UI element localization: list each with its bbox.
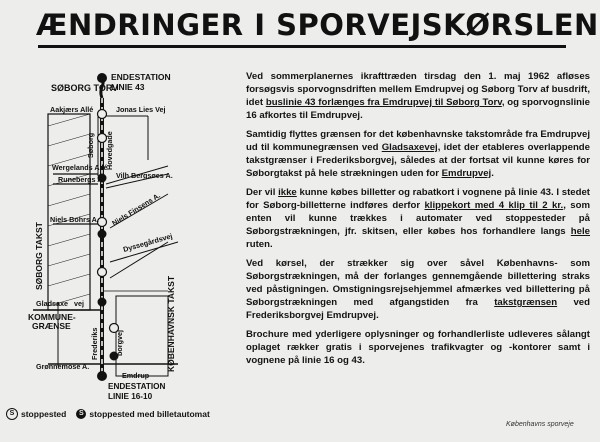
- top-endstation-line2: LINIE 43: [111, 82, 145, 92]
- svg-text:KØBENHAVNSK TAKST: [166, 275, 176, 372]
- street-jonas-lies: Jonas Lies Vej: [116, 105, 166, 114]
- route-map: [28, 66, 238, 406]
- map-legend: [6, 408, 210, 420]
- svg-text:LINIE 16-10: [108, 392, 153, 401]
- paragraph-1-segment-1: Ved sommerplanernes ikrafttræden tirsdag den 1. maj 1962 afløses forsøgsvis sporvognsdriften mellem Emdrupvej og Søborg Torv af busdrift, idet: [246, 71, 590, 108]
- paragraph-4-segment-3: ved Frederiksborgvej Emdrupvej.: [246, 297, 590, 321]
- svg-text:ENDESTATION: [108, 382, 166, 391]
- top-terminus-label: SØBORG TORV: [51, 83, 119, 93]
- paragraph-2-segment-5: .: [491, 168, 494, 179]
- svg-text:Niels Bohrs A.: [50, 215, 99, 224]
- svg-text:Jonas Lies Vej: [116, 105, 166, 114]
- svg-text:LINIE 43: [111, 82, 145, 92]
- street-aakjaers: Aakjærs Allé: [50, 105, 94, 114]
- notice-paragraph-1: [246, 70, 590, 122]
- notice-body: [246, 70, 590, 373]
- street-frederiks: Frederiks: [90, 327, 99, 360]
- kobenhavnsk-takst-label: KØBENHAVNSK TAKST: [166, 275, 176, 372]
- paragraph-3-segment-3: kunne købes billetter og rabatkort i vognene på linie 43. I stedet for Søborg-billetterne indføres derfor: [246, 187, 590, 211]
- svg-text:Runebergs A.: [58, 175, 104, 184]
- headline-rule: [38, 45, 566, 48]
- notice-paragraph-4: [246, 257, 590, 322]
- stop-icon: S: [6, 408, 18, 420]
- svg-text:Aakjærs Allé: [50, 105, 93, 114]
- takst-zone-soborg: [48, 114, 90, 310]
- paragraph-4-segment-2: takstgrænsen: [494, 297, 558, 308]
- soborg-takst-label: SØBORG TAKST: [34, 222, 44, 290]
- paragraph-3-segment-7: ruten.: [246, 239, 273, 250]
- street-dysseg: Dyssegårdsvej: [122, 231, 174, 254]
- street-vilh-bergsoes: Vilh Bergsøes A.: [116, 171, 173, 180]
- svg-text:ENDESTATION: [111, 72, 171, 82]
- street-hovedgade: Hovedgade: [105, 131, 114, 170]
- street-emdrup: Emdrup: [122, 371, 150, 380]
- street-niels-bohrs: Niels Bohrs A.: [50, 215, 99, 224]
- legend-stop-automat: [76, 408, 209, 420]
- paragraph-4-segment-1: Ved kørsel, der strækker sig over såvel Københavns- som Søborgstrækningen, må der forlanges gennemgående billettering straks ved påstigningen. Omstigningsrejsehjemmel afmærkes ved billettering på Søborgstrækningen med afgangstiden fra: [246, 258, 590, 308]
- street-soborg: Søborg: [86, 132, 95, 158]
- street-runebergs: Runebergs A.: [58, 175, 105, 184]
- notice-paragraph-5: [246, 328, 590, 367]
- svg-text:Søborg: [86, 133, 95, 158]
- paragraph-2-segment-2: Gladsaxevej: [381, 142, 438, 153]
- legend-stop-automat-label: stoppested med billetautomat: [89, 409, 210, 419]
- paragraph-1-segment-2: buslinie 43 forlænges fra Emdrupvej til Søborg Torv: [265, 97, 502, 108]
- notice-paragraph-3: [246, 186, 590, 251]
- svg-text:borgvej: [115, 330, 124, 356]
- publisher-signature: Københavns sporveje: [506, 421, 574, 428]
- street-gronnemose: Grønnemose A.: [36, 362, 90, 371]
- street-gladsaxe: Gladsaxe: [36, 299, 68, 308]
- svg-text:Wergelands Allé: [52, 163, 108, 172]
- svg-text:vej: [74, 299, 84, 308]
- headline: ÆNDRINGER I SPORVEJSKØRSLEN: [36, 8, 599, 42]
- paragraph-3-segment-5: , som enten vil kunne trækkes i automater ved stoppesteder på Søborgstrækningen, jfr. skitsen, eller købes hos forhandlere langs: [246, 200, 590, 237]
- svg-text:Vilh Bergsøes A.: [116, 171, 173, 180]
- street-vej: vej: [74, 299, 84, 308]
- svg-text:Niels Finsens A.: [110, 191, 162, 228]
- notice-paragraph-2: [246, 128, 590, 180]
- paragraph-2-segment-4: Emdrupvej: [441, 168, 492, 179]
- legend-stop-label: stoppested: [21, 409, 67, 419]
- svg-text:SØBORG TORV: [51, 83, 118, 93]
- paragraph-3-segment-4: klippekort med 4 klip til 2 kr.: [424, 200, 564, 211]
- graense-label: GRÆNSE: [32, 321, 71, 331]
- top-endstation-line1: ENDESTATION: [111, 72, 171, 82]
- paragraph-3-segment-2: ikke: [278, 187, 297, 198]
- svg-text:GRÆNSE: [32, 321, 71, 331]
- paragraph-3-segment-6: hele: [570, 226, 590, 237]
- bottom-endstation-line1: ENDESTATION: [108, 382, 166, 391]
- svg-text:Emdrup: [122, 371, 150, 380]
- svg-text:Frederiks: [90, 328, 99, 360]
- street-borgvej: borgvej: [115, 330, 124, 356]
- bottom-endstation-line2: LINIE 16-10: [108, 392, 153, 401]
- paragraph-2-segment-1: Samtidig flyttes grænsen for det københavnske takstområde fra Emdrupvej ud til kommunegrænsen ved: [246, 129, 590, 153]
- paragraph-5-segment-1: Brochure med yderligere oplysninger og forhandlerliste udleveres sålangt oplaget rækker gratis i sporvejenes trafikvagter og -kontorer samt i vognene på linie 16 og 43.: [246, 329, 590, 366]
- paragraph-1-segment-3: , og sporvognslinie 16 afkortes til Emdrupvej.: [246, 97, 590, 121]
- legend-stop: [6, 408, 66, 420]
- street-niels-finsens: Niels Finsens A.: [110, 190, 162, 228]
- street-wergelands: Wergelands Allé: [52, 163, 108, 172]
- paragraph-3-segment-1: Der vil: [246, 187, 279, 198]
- svg-text:SØBORG TAKST: [34, 221, 44, 290]
- ticket-machine-stop-icon: S: [76, 409, 86, 419]
- kommune-label: KOMMUNE-: [28, 312, 76, 322]
- svg-text:Gladsaxe: [36, 299, 68, 308]
- route-line: [101, 80, 103, 376]
- svg-text:Grønnemose A.: [36, 362, 89, 371]
- paragraph-2-segment-3: , idet der etableres overlappende takstgrænser i Frederiksborgvej, således at der fortsat vil kunne køres for Søborgtakst på hele strækningen uden for: [246, 142, 590, 179]
